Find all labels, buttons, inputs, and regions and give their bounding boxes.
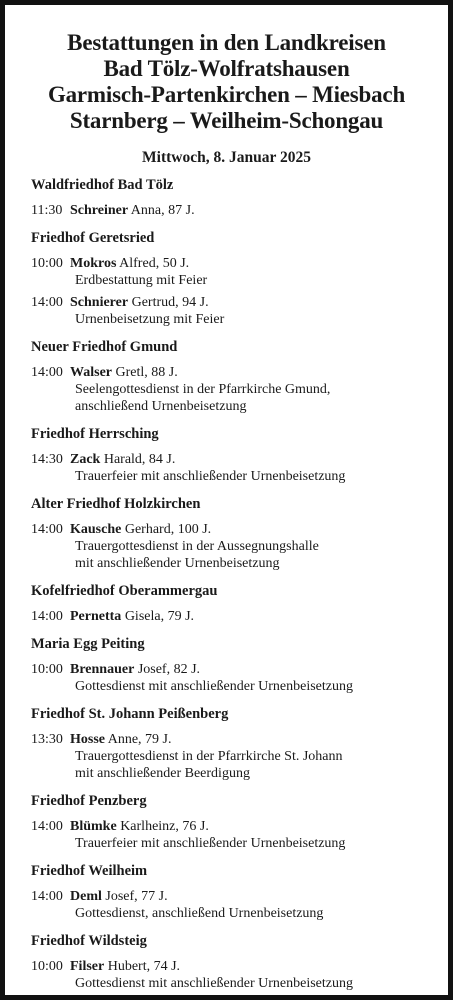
cemetery-name: Neuer Friedhof Gmund	[31, 339, 178, 355]
deceased-details: Anne, 79 J.	[105, 732, 172, 747]
deceased-surname: Blümke	[70, 819, 117, 834]
entry-line	[31, 294, 438, 311]
deceased-details: Gisela, 79 J.	[121, 609, 195, 624]
burial-entry	[31, 958, 438, 992]
cemetery-section	[31, 230, 438, 328]
cemetery-name: Waldfriedhof Bad Tölz	[31, 177, 174, 193]
burial-time: 13:30	[31, 732, 63, 747]
entry-line	[31, 731, 438, 748]
entry-line	[31, 451, 438, 468]
cemetery-section	[31, 496, 438, 572]
title-line: Garmisch-Partenkirchen – Miesbach	[47, 82, 406, 107]
notice-date: Mittwoch, 8. Januar 2025	[142, 149, 311, 166]
burial-time: 10:00	[31, 662, 63, 677]
deceased-surname: Kausche	[70, 522, 122, 537]
entry-line	[31, 364, 438, 381]
burial-time: 14:00	[31, 522, 63, 537]
notice-title	[15, 30, 438, 134]
cemetery-name: Kofelfriedhof Oberammergau	[31, 583, 218, 599]
ceremony-detail: anschließend Urnenbeisetzung	[75, 399, 247, 414]
deceased-surname: Mokros	[70, 256, 117, 271]
burial-entry	[31, 255, 438, 289]
cemetery-section	[31, 339, 438, 415]
burial-entry	[31, 202, 438, 219]
cemetery-section	[31, 706, 438, 782]
burial-time: 14:00	[31, 365, 63, 380]
burial-entry	[31, 521, 438, 572]
cemetery-name: Alter Friedhof Holzkirchen	[31, 496, 201, 512]
entry-line	[31, 521, 438, 538]
deceased-surname: Hosse	[70, 732, 105, 747]
deceased-surname: Brennauer	[70, 662, 135, 677]
cemetery-section	[31, 793, 438, 852]
cemetery-name: Friedhof Herrsching	[31, 426, 159, 442]
deceased-surname: Filser	[70, 959, 105, 974]
cemetery-section	[31, 636, 438, 695]
burial-time: 14:30	[31, 452, 63, 467]
deceased-surname: Deml	[70, 889, 102, 904]
ceremony-detail: Trauerfeier mit anschließender Urnenbeisetzung	[75, 469, 346, 484]
deceased-details: Gretl, 88 J.	[112, 365, 178, 380]
title-line: Bestattungen in den Landkreisen	[67, 30, 386, 55]
deceased-details: Hubert, 74 J.	[104, 959, 181, 974]
burial-entry	[31, 818, 438, 852]
burial-entry	[31, 731, 438, 782]
ceremony-detail: Trauerfeier mit anschließender Urnenbeisetzung	[75, 836, 346, 851]
entry-line	[31, 958, 438, 975]
ceremony-detail: Trauergottesdienst in der Aussegnungshalle	[75, 539, 319, 554]
entry-line	[31, 818, 438, 835]
entry-line	[31, 202, 438, 219]
ceremony-detail: Seelengottesdienst in der Pfarrkirche Gmund,	[75, 382, 331, 397]
deceased-surname: Schreiner	[70, 203, 129, 218]
entry-line	[31, 608, 438, 625]
deceased-details: Gerhard, 100 J.	[121, 522, 212, 537]
burial-entry	[31, 364, 438, 415]
title-line: Bad Tölz-Wolfratshausen	[103, 56, 350, 81]
burial-time: 14:00	[31, 819, 63, 834]
cemetery-section	[31, 177, 438, 219]
burial-time: 11:30	[31, 203, 63, 218]
ceremony-detail: Gottesdienst mit anschließender Urnenbeisetzung	[75, 976, 353, 991]
deceased-surname: Walser	[70, 365, 112, 380]
cemetery-section	[31, 863, 438, 922]
burial-time: 14:00	[31, 295, 63, 310]
burial-time: 14:00	[31, 889, 63, 904]
deceased-surname: Pernetta	[70, 609, 122, 624]
burial-time: 10:00	[31, 959, 63, 974]
deceased-details: Josef, 82 J.	[134, 662, 201, 677]
cemetery-list	[31, 177, 438, 1003]
cemetery-name: Friedhof Wildsteig	[31, 933, 147, 949]
ceremony-detail: Erdbestattung mit Feier	[75, 273, 208, 288]
ceremony-detail: mit anschließender Urnenbeisetzung	[75, 556, 280, 571]
deceased-details: Harald, 84 J.	[100, 452, 176, 467]
deceased-details: Gertrud, 94 J.	[128, 295, 209, 310]
entry-line	[31, 661, 438, 678]
cemetery-section	[31, 426, 438, 485]
cemetery-name: Friedhof Weilheim	[31, 863, 148, 879]
burial-entry	[31, 451, 438, 485]
cemetery-section	[31, 933, 438, 992]
entry-line	[31, 255, 438, 272]
burial-entry	[31, 294, 438, 328]
cemetery-name: Friedhof St. Johann Peißenberg	[31, 706, 229, 722]
deceased-details: Anna, 87 J.	[128, 203, 195, 218]
cemetery-name: Maria Egg Peiting	[31, 636, 145, 652]
deceased-surname: Zack	[70, 452, 101, 467]
cemetery-section	[31, 583, 438, 625]
ceremony-detail: Trauergottesdienst in der Pfarrkirche St. Johann	[75, 749, 343, 764]
burial-entry	[31, 661, 438, 695]
cemetery-name: Friedhof Geretsried	[31, 230, 155, 246]
deceased-surname: Schnierer	[70, 295, 129, 310]
ceremony-detail: Gottesdienst, anschließend Urnenbeisetzung	[75, 906, 324, 921]
deceased-details: Josef, 77 J.	[101, 889, 168, 904]
entry-line	[31, 888, 438, 905]
burial-time: 14:00	[31, 609, 63, 624]
deceased-details: Alfred, 50 J.	[116, 256, 190, 271]
burial-entry	[31, 608, 438, 625]
deceased-details: Karlheinz, 76 J.	[116, 819, 209, 834]
ceremony-detail: Gottesdienst mit anschließender Urnenbeisetzung	[75, 679, 353, 694]
title-line: Starnberg – Weilheim-Schongau	[69, 108, 384, 133]
ceremony-detail: Urnenbeisetzung mit Feier	[75, 312, 225, 327]
burial-time: 10:00	[31, 256, 63, 271]
cemetery-name: Friedhof Penzberg	[31, 793, 147, 809]
burial-entry	[31, 888, 438, 922]
ceremony-detail: mit anschließender Beerdigung	[75, 766, 250, 781]
